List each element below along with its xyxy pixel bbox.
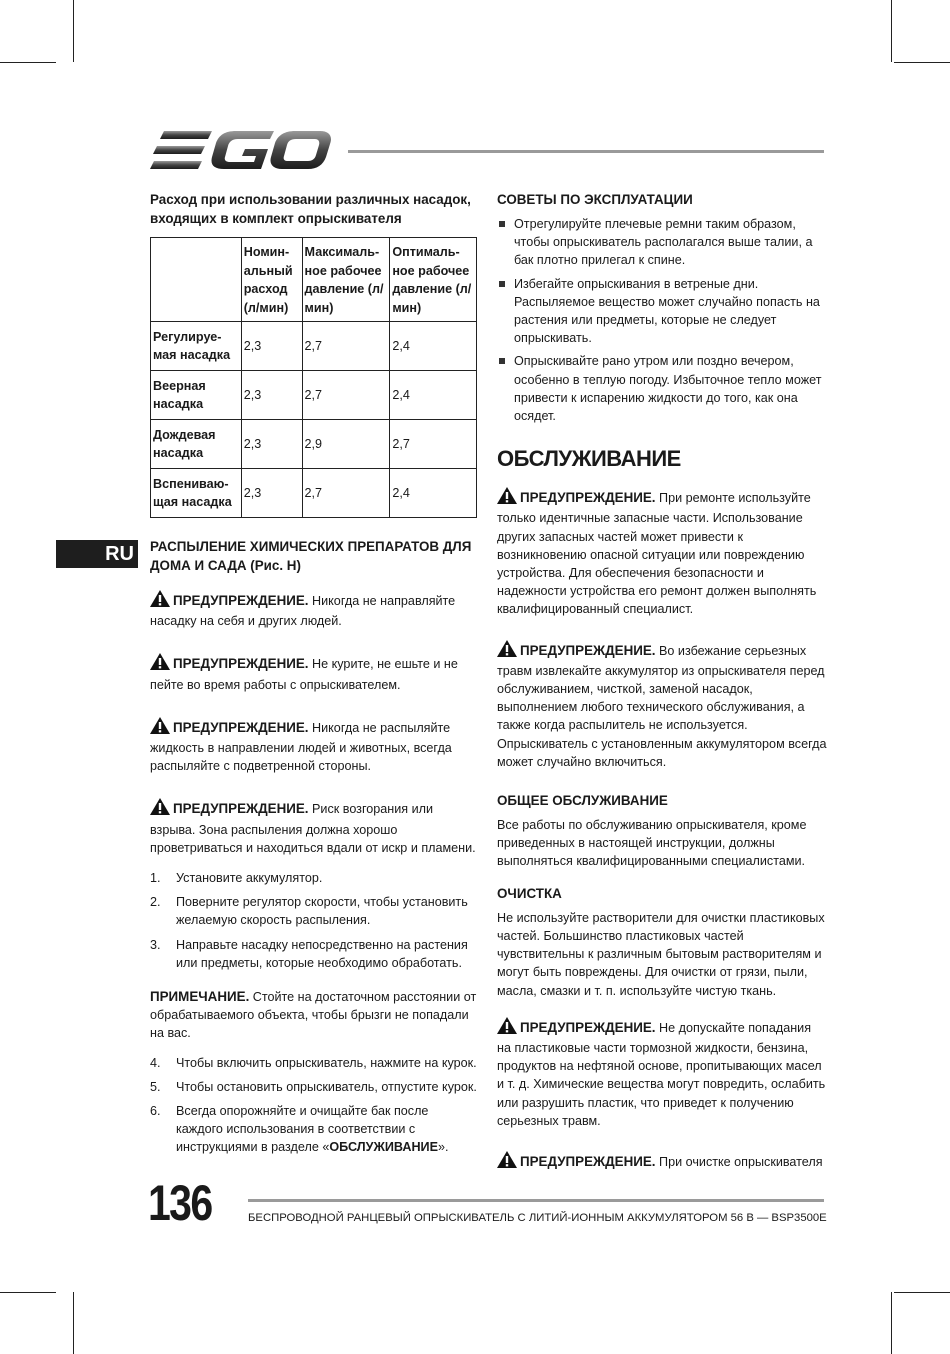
warning-paragraph [150,717,478,776]
warning-label: ПРЕДУПРЕЖДЕНИЕ. [173,656,309,672]
note-text: Стойте на достаточном расстоянии от обрабатываемого объекта, чтобы брызги не попадали на вас. [150,990,477,1041]
warning-triangle-icon [150,798,170,820]
table-corner-cell [151,238,242,322]
warning-paragraph [497,487,827,618]
ego-logo [150,128,332,174]
warning-text: Во избежание серьезных травм извлекайте аккумулятор из опрыскивателя перед обслуживанием, чисткой, заменой насадок, выполнением любого технического обслуживания, а также когда распылитель не используется. Опрыскиватель с установленным аккумулятором всегда может случайно включиться. [497,643,827,769]
crop-mark [0,62,56,63]
row-header-cell: Дождевая насадка [151,420,242,469]
warning-text: Никогда не направляйте насадку на себя и других людей. [150,594,456,629]
general-maintenance-text: Все работы по обслуживанию опрыскивателя, кроме приведенных в настоящей инструкции, должны выполняться квалифицированными специалистами. [497,818,807,869]
warning-label: ПРЕДУПРЕЖДЕНИЕ. [520,1153,656,1169]
crop-mark [894,1292,950,1293]
language-tab: RU [56,540,138,568]
warning-label: ПРЕДУПРЕЖДЕНИЕ. [173,801,309,817]
note-paragraph [150,988,478,1043]
warning-text: Риск возгорания или взрыва. Зона распыления должна хорошо проветриваться и находиться вдали от искр и пламени. [150,802,476,855]
warning-triangle-icon [150,717,170,739]
table-cell: 2,4 [390,469,477,518]
left-column [150,190,478,1163]
right-column [497,190,827,1173]
warning-paragraph [497,1151,827,1173]
warning-triangle-icon [497,1151,517,1173]
cleaning-text: Не используйте растворители для очистки пластиковых частей. Большинство пластиковых частей чувствительны к различным бытовым растворителям и могут быть повреждены. Для очистки от грязи, пыли, масла, смазки и т. п. используйте чистую ткань. [497,910,825,998]
crop-mark [894,62,950,63]
list-item: 6. Всегда опорожняйте и очищайте бак после каждого использования в соответствии с инструкциями в разделе «ОБСЛУЖИВАНИЕ». [150,1104,449,1155]
tips-heading: СОВЕТЫ ПО ЭКСПЛУАТАЦИИ [497,192,693,207]
table-header-cell: Номин-альный расход (л/мин) [241,238,302,322]
steps-list [150,1054,478,1157]
cleaning-heading: ОЧИСТКА [497,885,562,901]
table-cell: 2,3 [241,371,302,420]
warning-label: ПРЕДУПРЕЖДЕНИЕ. [173,719,309,735]
warning-paragraph [497,640,827,771]
tips-list [497,215,827,425]
warning-label: ПРЕДУПРЕЖДЕНИЕ. [520,1019,656,1035]
table-cell: 2,3 [241,469,302,518]
warning-paragraph [150,653,478,693]
maintenance-heading: ОБСЛУЖИВАНИЕ [497,446,681,472]
warning-text: При очистке опрыскивателя [659,1154,823,1169]
bullet-square-icon [499,221,505,227]
warning-text: При ремонте используйте только идентичные запасные части. Использование других запасных частей может привести к возникновению опасной ситуации или повреждению устройства. Для обеспечения безопасности и надежности устройства его ремонт должен выполнять квалифицированный специалист. [497,491,817,617]
warning-label: ПРЕДУПРЕЖДЕНИЕ. [520,490,656,506]
table-cell: 2,4 [390,371,477,420]
steps-list [150,869,478,972]
warning-paragraph [150,590,478,630]
table-cell: 2,3 [241,322,302,371]
general-maintenance-heading: ОБЩЕЕ ОБСЛУЖИВАНИЕ [497,793,668,809]
bullet-square-icon [499,358,505,364]
table-row [151,371,477,420]
crop-mark [891,0,892,62]
table-row [151,420,477,469]
footer-text: БЕСПРОВОДНОЙ РАНЦЕВЫЙ ОПРЫСКИВАТЕЛЬ С ЛИТИЙ-ИОННЫМ АККУМУЛЯТОРОМ 56 В — BSP3500E [248,1212,827,1224]
warning-paragraph [497,1017,827,1130]
warning-text: Никогда не распыляйте жидкость в направлении людей и животных, всегда распыляйте с подветренной стороны. [150,720,452,774]
list-item: 4. Чтобы включить опрыскиватель, нажмите на курок. [150,1055,477,1070]
table-cell: 2,7 [302,469,390,518]
crop-mark [73,0,74,62]
spray-section-heading: РАСПЫЛЕНИЕ ХИМИЧЕСКИХ ПРЕПАРАТОВ ДЛЯ ДОМА И САДА (Рис. H) [150,539,472,573]
warning-text: Не курите, не ешьте и не пейте во время работы с опрыскивателем. [150,657,458,692]
warning-text: Не допускайте попадания на пластиковые части тормозной жидкости, бензина, продуктов на нефтяной основе, пропитывающих масел и т. д. Химические вещества могут повредить, ослабить или разрушить пластик, что приведет к получению серьезных травм. [497,1020,826,1128]
note-label: ПРИМЕЧАНИЕ. [150,989,250,1005]
warning-triangle-icon [497,640,517,662]
row-header-cell: Регулируе-мая насадка [151,322,242,371]
warning-label: ПРЕДУПРЕЖДЕНИЕ. [173,593,309,608]
table-cell: 2,7 [390,420,477,469]
table-header-cell: Максималь-ное рабочее давление (л/мин) [302,238,390,322]
row-header-cell: Веерная насадка [151,371,242,420]
table-row [151,322,477,371]
table-cell: 2,3 [241,420,302,469]
table-title: Расход при использовании различных насадок, входящих в комплект опрыскивателя [150,192,471,226]
table-cell: 2,7 [302,322,390,371]
crop-mark [73,1292,74,1354]
warning-triangle-icon [150,590,170,612]
table-header-row [151,238,477,322]
footer-rule [248,1199,824,1202]
table-row [151,469,477,518]
list-item: Опрыскивайте рано утром или поздно вечером, особенно в теплую погоду. Избыточное тепло может привести к испарению жидкости до того, как она осядет. [497,352,827,425]
row-header-cell: Вспениваю-щая насадка [151,469,242,518]
bullet-square-icon [499,281,505,287]
warning-triangle-icon [150,653,170,675]
warning-triangle-icon [497,1017,517,1039]
crop-mark [0,1292,56,1293]
list-item: 2. Поверните регулятор скорости, чтобы установить желаемую скорость распыления. [150,895,468,928]
table-cell: 2,4 [390,322,477,371]
list-item: 3. Направьте насадку непосредственно на растения или предметы, которые необходимо обработать. [150,937,468,970]
list-item: 5. Чтобы остановить опрыскиватель, отпустите курок. [150,1079,477,1094]
page-number: 136 [148,1175,212,1231]
nozzle-spec-table [150,237,477,518]
crop-mark [891,1292,892,1354]
table-header-cell: Оптималь-ное рабочее давление (л/мин) [390,238,477,322]
warning-paragraph [150,798,478,857]
list-item: Отрегулируйте плечевые ремни таким образом, чтобы опрыскиватель располагался выше талии, а бак плотно прилегал к спине. [497,215,827,270]
warning-triangle-icon [497,487,517,509]
table-cell: 2,9 [302,420,390,469]
list-item: 1. Установите аккумулятор. [150,871,323,886]
table-cell: 2,7 [302,371,390,420]
list-item: Избегайте опрыскивания в ветреные дни. Распыляемое вещество может случайно попасть на растения или предметы, которые не следует опрыскивать. [497,275,827,348]
header-rule [348,150,824,153]
warning-label: ПРЕДУПРЕЖДЕНИЕ. [520,642,656,658]
